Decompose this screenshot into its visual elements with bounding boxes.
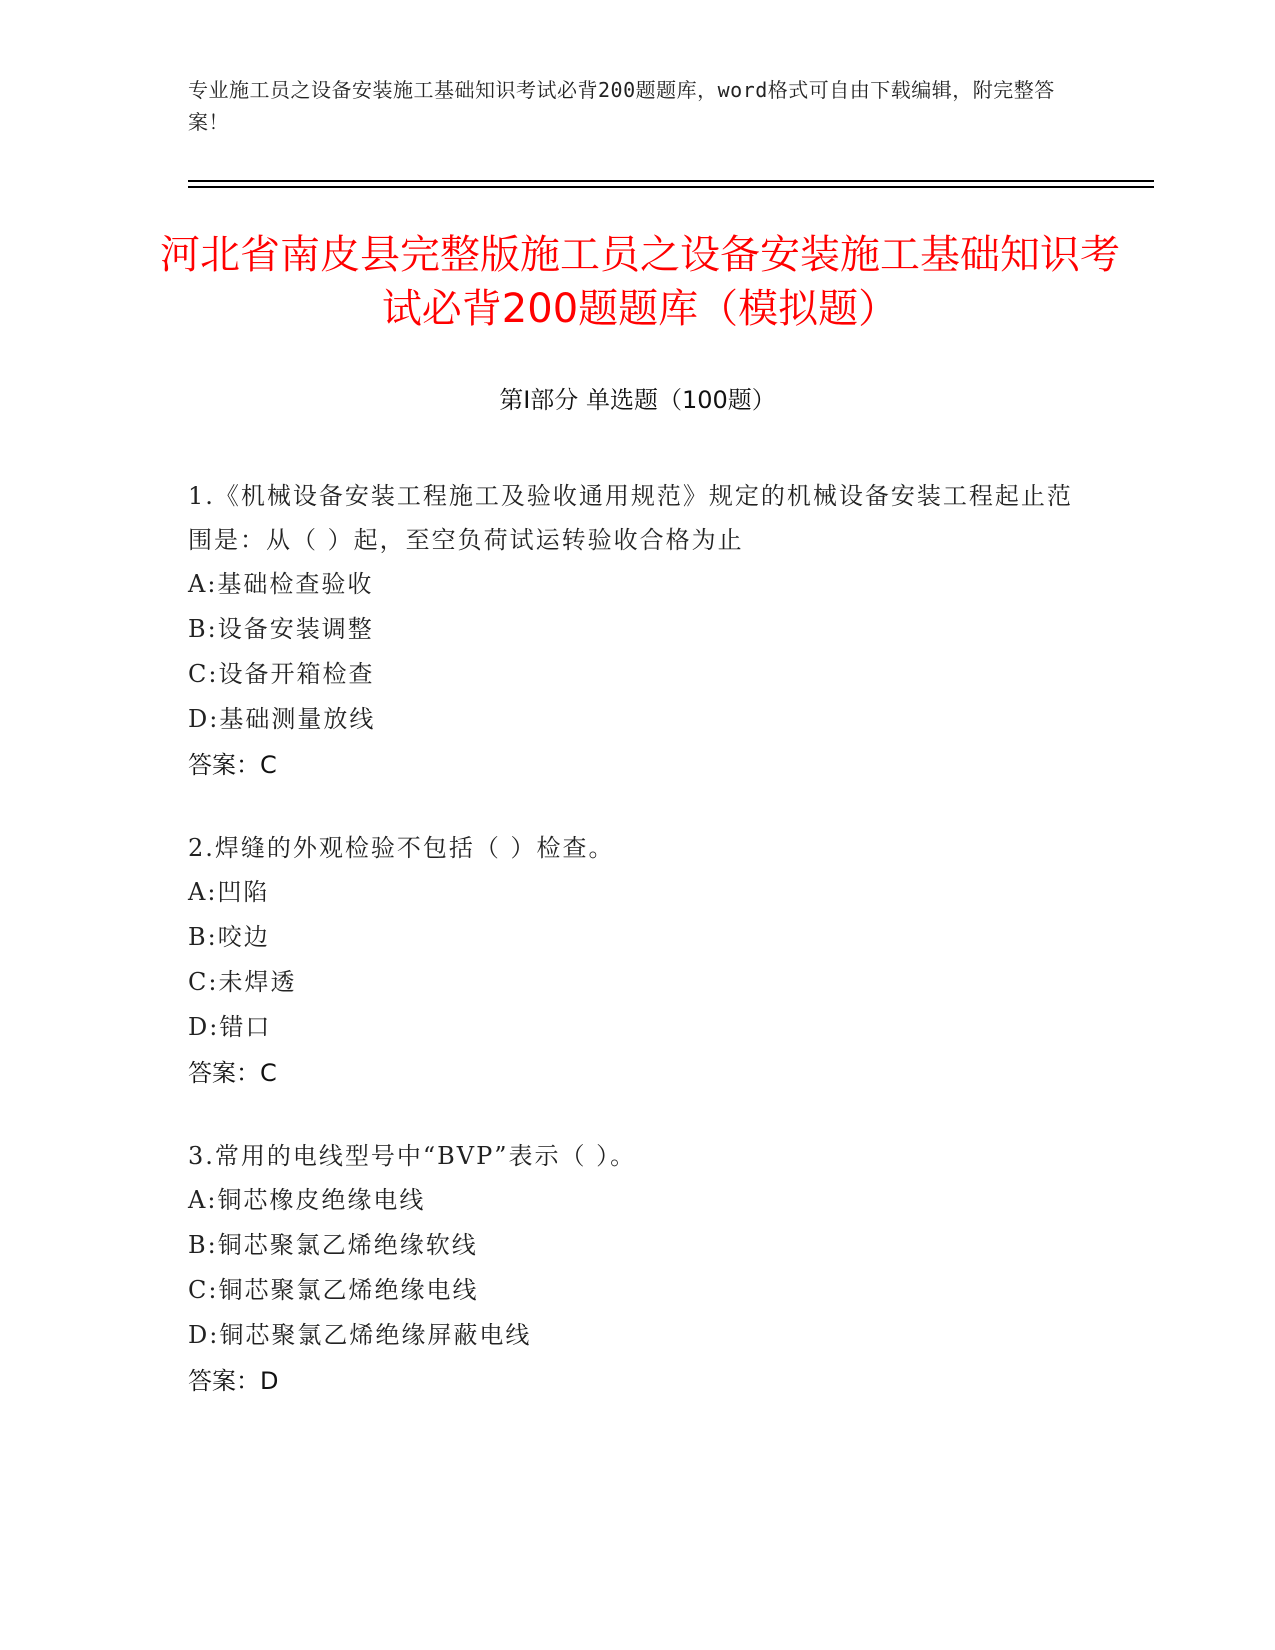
question-2 xyxy=(188,826,1078,1096)
option-a: A:基础检查验收 xyxy=(188,570,374,598)
option-c: C:设备开箱检查 xyxy=(188,660,375,688)
question-stem: 3.常用的电线型号中“BVP”表示（ ）。 xyxy=(188,1142,637,1170)
document-title: 河北省南皮县完整版施工员之设备安装施工基础知识考试必背200题题库（模拟题） xyxy=(160,232,1120,332)
option-d: D:错口 xyxy=(188,1013,272,1041)
question-3 xyxy=(188,1134,1078,1404)
option-c: C:铜芯聚氯乙烯绝缘电线 xyxy=(188,1276,479,1304)
option-a: A:凹陷 xyxy=(188,878,270,906)
option-b: B:咬边 xyxy=(188,923,270,951)
question-1 xyxy=(188,474,1078,788)
option-b: B:铜芯聚氯乙烯绝缘软线 xyxy=(188,1231,478,1259)
header-rule-top xyxy=(188,180,1154,182)
answer: 答案：D xyxy=(188,1367,279,1395)
question-list xyxy=(188,474,1078,1442)
answer: 答案：C xyxy=(188,751,277,779)
section-heading: 第Ⅰ部分 单选题（100题） xyxy=(499,386,776,414)
header-rule-bottom xyxy=(188,186,1154,188)
option-c: C:未焊透 xyxy=(188,968,297,996)
question-stem: 2.焊缝的外观检验不包括（ ）检查。 xyxy=(188,834,615,862)
option-d: D:铜芯聚氯乙烯绝缘屏蔽电线 xyxy=(188,1321,532,1349)
option-b: B:设备安装调整 xyxy=(188,615,374,643)
answer: 答案：C xyxy=(188,1059,277,1087)
header-note: 专业施工员之设备安装施工基础知识考试必背200题题库，word格式可自由下载编辑，附完整答案！ xyxy=(188,78,1055,134)
option-d: D:基础测量放线 xyxy=(188,705,376,733)
question-stem: 1.《机械设备安装工程施工及验收通用规范》规定的机械设备安装工程起止范围是：从（ ）起，至空负荷试运转验收合格为止 xyxy=(188,482,1073,554)
option-a: A:铜芯橡皮绝缘电线 xyxy=(188,1186,426,1214)
